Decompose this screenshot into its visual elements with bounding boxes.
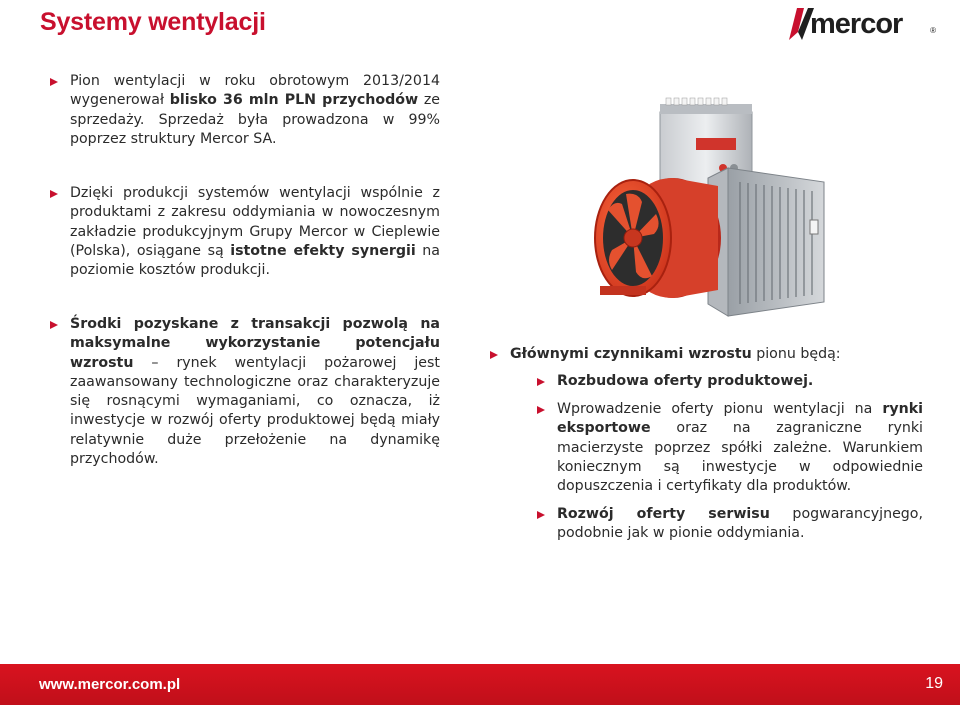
footer-url: www.mercor.com.pl [39, 676, 181, 693]
logo-wordmark: mercor [810, 8, 903, 40]
bullet-arrow-icon [537, 406, 545, 414]
bullet-revenue: Pion wentylacji w roku obrotowym 2013/2014 wygenerował blisko 36 mln PLN przychodów ze sprzedaży. Sprzedaż była prowadzona w 99% poprzez struktury Mercor SA. [70, 72, 440, 149]
sub-bullet-export-markets: Wprowadzenie oferty pionu wentylacji na rynki eksportowe oraz na zagraniczne rynki macierzyste poprzez spółki zależne. Warunkiem koniecznym są inwestycje w odpowiednie dopuszczenia i certyfikaty dla produktów. [557, 400, 923, 496]
bullet-arrow-icon [50, 190, 58, 198]
bullet-arrow-icon [490, 351, 498, 359]
ventilation-products-image [578, 90, 833, 325]
sub-bullet-service: Rozwój oferty serwisu pogwarancyjnego, podobnie jak w pionie oddymiania. [557, 505, 923, 544]
sub-bullet-product-offer: Rozbudowa oferty produktowej. [557, 372, 923, 391]
bullet-growth-potential: Środki pozyskane z transakcji pozwolą na maksymalne wykorzystanie potencjału wzrostu – rynek wentylacji pożarowej jest zaawansowany technologiczne oraz charakteryzuje się rosnącymi wymaganiami, co oznacza, iż inwestycje w rozwój oferty produktowej będą miały relatywnie duże przełożenie na dynamikę przychodów. [70, 315, 440, 469]
footer-bar [0, 664, 960, 705]
bullet-arrow-icon [537, 511, 545, 519]
bullet-arrow-icon [537, 378, 545, 386]
slide-title: Systemy wentylacji [40, 8, 266, 36]
bullet-arrow-icon [50, 321, 58, 329]
logo-registered: ® [930, 26, 936, 35]
bullet-arrow-icon [50, 78, 58, 86]
bullet-synergy: Dzięki produkcji systemów wentylacji wspólnie z produktami z zakresu oddymiania w nowoczesnym zakładzie produkcyjnym Grupy Mercor w Cieplewie (Polska), osiągane są istotne efekty synergii na poziomie kosztów produkcji. [70, 184, 440, 280]
mercor-logo [786, 4, 936, 44]
bullet-growth-drivers: Głównymi czynnikami wzrostu pionu będą: [510, 345, 930, 364]
page-number: 19 [925, 675, 943, 692]
